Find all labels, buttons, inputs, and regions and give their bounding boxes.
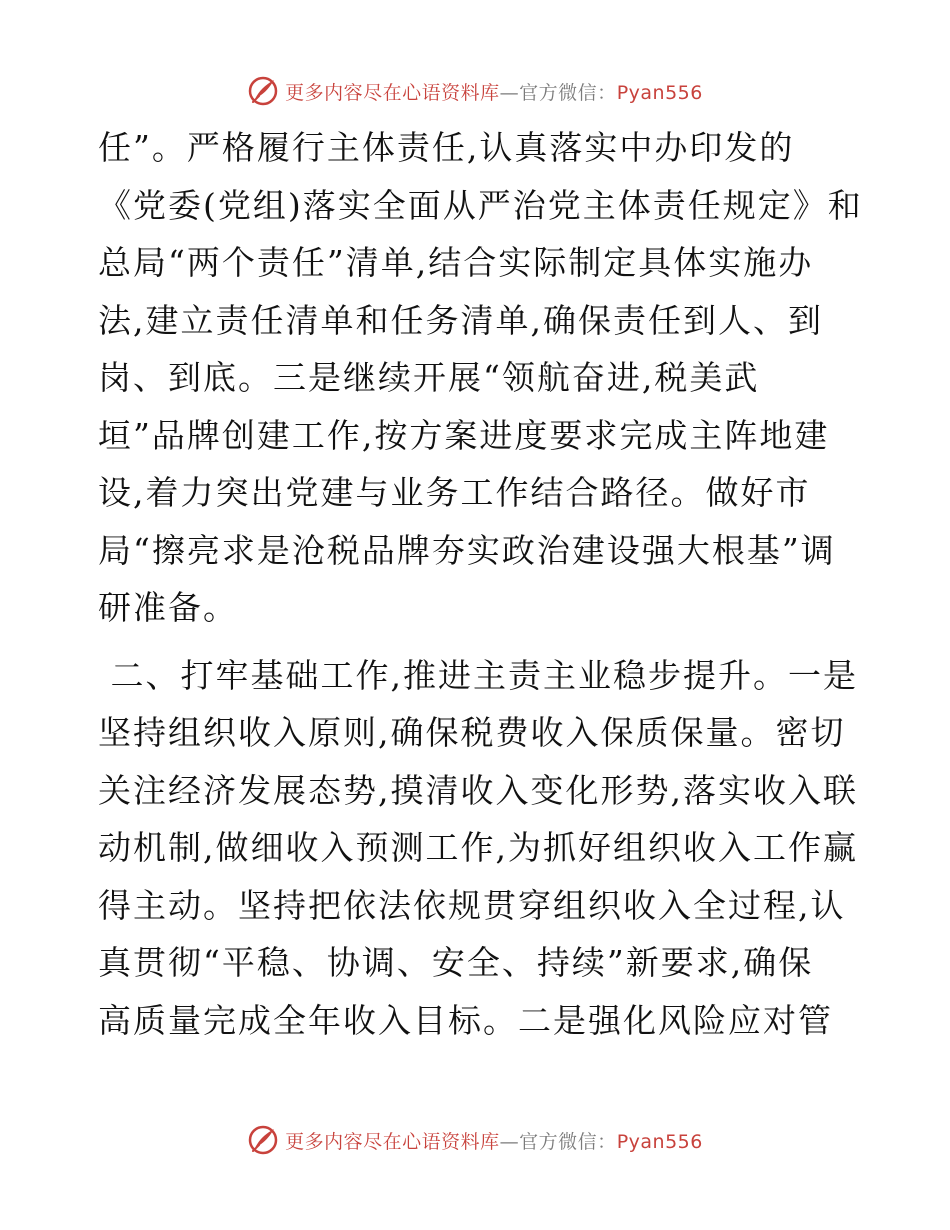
- text-line: 高质量完成全年收入目标。二是强化风险应对管: [98, 1000, 833, 1040]
- text-line: 坚持组织收入原则,确保税费收入保质保量。密切: [98, 713, 846, 752]
- watermark-dash: —: [499, 81, 520, 104]
- watermark-text: [285, 78, 703, 105]
- watermark-site: 更多内容尽在心语资料库: [285, 1130, 500, 1153]
- text-line: 垣”品牌创建工作,按方案进度要求完成主阵地建: [98, 415, 830, 455]
- watermark-text: [285, 1127, 703, 1154]
- text-line: 得主动。坚持把依法依规贯穿组织收入全过程,认: [98, 885, 846, 925]
- text-line: 法,建立责任清单和任务清单,确保责任到人、到: [98, 300, 823, 340]
- watermark-label: 官方微信：: [519, 1130, 617, 1153]
- watermark-dash: —: [499, 1130, 520, 1153]
- text-line: 动机制,做细收入预测工作,为抓好组织收入工作赢: [98, 828, 858, 867]
- paragraph-spacer: [98, 637, 858, 647]
- text-line: 岗、到底。三是继续开展“领航奋进,税美武: [98, 358, 760, 397]
- document-body: [98, 119, 863, 1049]
- watermark-label: 官方微信：: [519, 81, 617, 104]
- text-line: 关注经济发展态势,摸清收入变化形势,落实收入联: [98, 770, 858, 810]
- text-line: 真贯彻“平稳、协调、安全、持续”新要求,确保: [98, 943, 814, 982]
- paragraph-2: [98, 647, 858, 1050]
- text-line: 《党委(党组)落实全面从严治党主体责任规定》和: [98, 185, 863, 225]
- watermark-handle: Pyan556: [616, 81, 703, 104]
- watermark-site: 更多内容尽在心语资料库: [285, 81, 500, 104]
- text-line: 局“擦亮求是沧税品牌夯实政治建设强大根基”调: [98, 530, 836, 570]
- quill-logo-icon: [247, 75, 279, 107]
- text-line: 研准备。: [98, 588, 238, 627]
- paragraph-1: [98, 119, 863, 637]
- text-line: 总局“两个责任”清单,结合实际制定具体实施办: [98, 243, 814, 282]
- text-line: 设,着力突出党建与业务工作结合路径。做好市: [98, 473, 811, 512]
- watermark-handle: Pyan556: [616, 1130, 703, 1153]
- text-line: 二、打牢基础工作,推进主责主业稳步提升。一是: [98, 655, 858, 695]
- quill-logo-icon: [247, 1124, 279, 1156]
- footer-watermark: [0, 1120, 950, 1160]
- text-line: 任”。严格履行主体责任,认真落实中办印发的: [98, 128, 795, 167]
- header-watermark: [0, 71, 950, 111]
